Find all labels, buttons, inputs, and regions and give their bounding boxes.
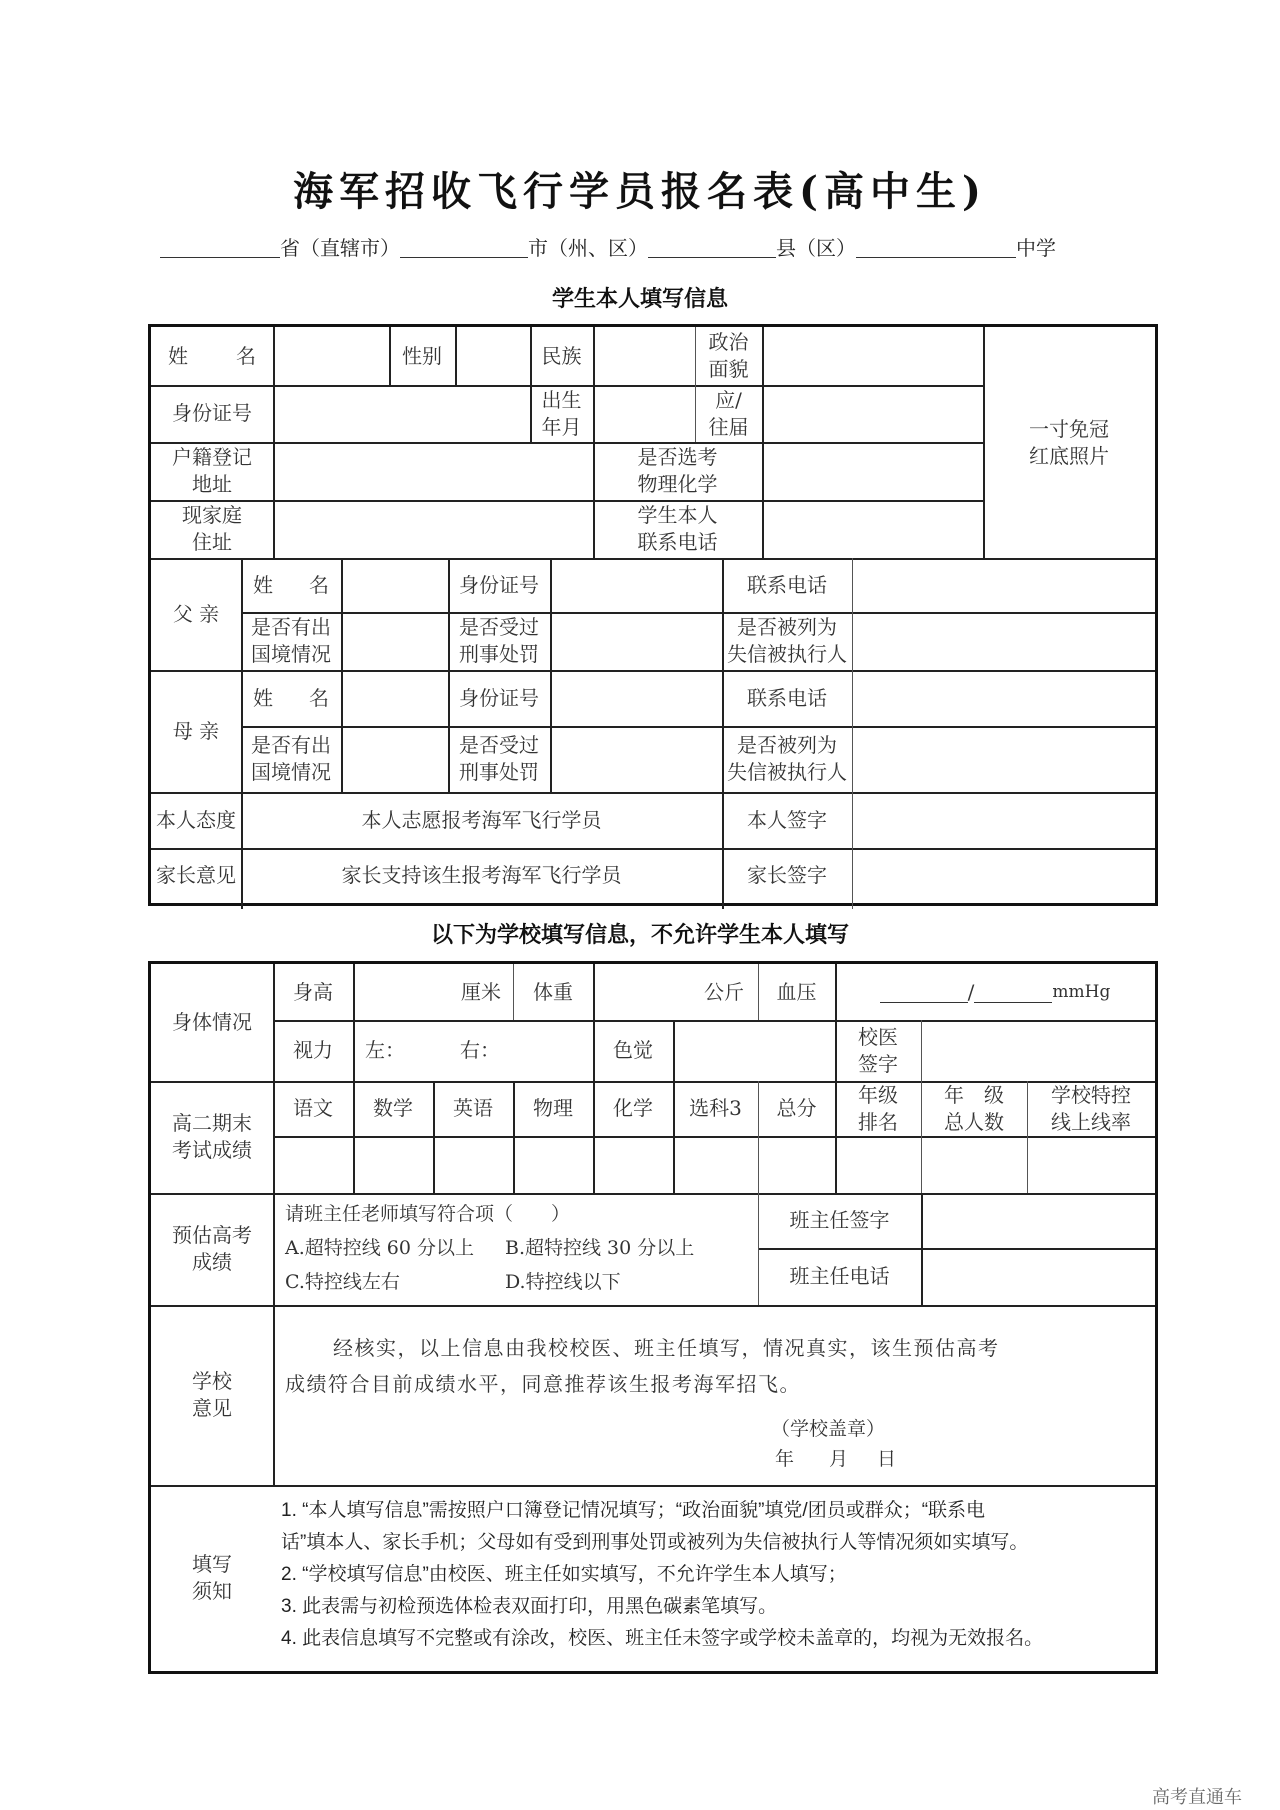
name-label: 姓 名 <box>168 343 256 368</box>
father-criminal-field[interactable] <box>550 612 722 670</box>
blood-pressure-field[interactable]: / mmHg <box>835 964 1155 1020</box>
ethnicity-field[interactable] <box>593 327 695 385</box>
home-address-field[interactable] <box>273 500 593 558</box>
subject-english: 英语 <box>453 1096 493 1120</box>
mother-abroad-field[interactable] <box>341 726 448 792</box>
mother-dishonest-field[interactable] <box>852 726 1155 792</box>
note-item: 4. 此表信息填写不完整或有涂改，校医、班主任未签字或学校未盖章的，均视为无效报名。 <box>281 1628 1044 1649</box>
county-label: 县（区） <box>776 236 856 260</box>
height-unit: 厘米 <box>461 979 501 1004</box>
mother-name-field[interactable] <box>341 670 448 726</box>
province-blank[interactable] <box>160 237 280 258</box>
father-phone-label: 联系电话 <box>747 572 827 597</box>
mother-phone-label: 联系电话 <box>747 685 827 710</box>
household-address-label: 户籍登记 地址 <box>172 445 252 496</box>
gender-field[interactable] <box>455 327 530 385</box>
physics-chemistry-label: 是否选考 物理化学 <box>637 445 718 496</box>
mother-name-label: 姓 名 <box>253 685 329 710</box>
self-signature-field[interactable] <box>852 792 1155 848</box>
subject-physics: 物理 <box>533 1096 573 1120</box>
political-status-label: 政治 面貌 <box>708 330 749 381</box>
estimate-options <box>285 1197 755 1303</box>
mother-criminal-label: 是否受过 刑事处罚 <box>459 733 539 784</box>
graduate-type-label: 应/ 往届 <box>708 387 749 439</box>
graduate-type-field[interactable] <box>762 385 983 442</box>
mother-abroad-label: 是否有出 国境情况 <box>251 733 331 784</box>
estimate-label: 预估高考 成绩 <box>172 1223 252 1274</box>
score-chemistry-field[interactable] <box>593 1136 673 1193</box>
notes-list <box>281 1495 1153 1655</box>
note-item: 话”填本人、家长手机；父母如有受到刑事处罚或被列为失信被执行人等情况须如实填写。 <box>281 1532 1029 1553</box>
parent-opinion-label: 家长意见 <box>156 863 236 887</box>
school-date[interactable] <box>775 1444 896 1471</box>
notes-label: 填写 须知 <box>192 1552 232 1603</box>
mother-criminal-field[interactable] <box>550 726 722 792</box>
region-line <box>160 232 1150 261</box>
height-label: 身高 <box>293 979 333 1004</box>
subject-total: 总分 <box>776 1096 817 1120</box>
option-b[interactable]: B.超特控线 30 分以上 <box>505 1237 695 1259</box>
note-item: 1. “本人填写信息”需按照户口簿登记情况填写；“政治面貌”填党/团员或群众；“联系电 <box>281 1500 986 1521</box>
score-english-field[interactable] <box>433 1136 513 1193</box>
birth-date-field[interactable] <box>593 385 695 442</box>
ethnicity-label: 民族 <box>541 343 582 368</box>
subject-chinese: 语文 <box>293 1096 333 1120</box>
father-name-label: 姓 名 <box>253 572 329 597</box>
score-elective3-field[interactable] <box>673 1136 758 1193</box>
score-total-field[interactable] <box>758 1136 835 1193</box>
estimate-prompt: 请班主任老师填写符合项（ ） <box>285 1203 571 1225</box>
grade-total-label: 年 级 总人数 <box>944 1082 1004 1134</box>
physical-condition-label: 身体情况 <box>172 1010 252 1034</box>
grade-rank-label: 年级 排名 <box>858 1082 898 1134</box>
teacher-signature-field[interactable] <box>921 1193 1155 1248</box>
mother-phone-field[interactable] <box>852 670 1155 726</box>
grade-total-field[interactable] <box>921 1136 1027 1193</box>
attitude-label: 本人态度 <box>156 807 236 832</box>
form-title: 海军招收飞行学员报名表(高中生) <box>293 168 987 215</box>
teacher-phone-field[interactable] <box>921 1248 1155 1305</box>
student-info-table <box>148 324 1158 906</box>
parent-opinion-text: 家长支持该生报考海军飞行学员 <box>341 863 622 887</box>
subject-elective3: 选科3 <box>689 1096 742 1120</box>
father-dishonest-field[interactable] <box>852 612 1155 670</box>
father-phone-field[interactable] <box>852 558 1155 612</box>
option-d[interactable]: D.特控线以下 <box>505 1271 621 1293</box>
color-vision-label: 色觉 <box>613 1038 653 1062</box>
father-name-field[interactable] <box>341 558 448 612</box>
father-criminal-label: 是否受过 刑事处罚 <box>459 615 539 666</box>
photo-placeholder[interactable]: 一寸免冠 红底照片 <box>1029 416 1109 468</box>
score-chinese-field[interactable] <box>273 1136 353 1193</box>
household-address-field[interactable] <box>273 442 593 500</box>
student-section-heading: 学生本人填写信息 <box>551 287 728 312</box>
attitude-text: 本人志愿报考海军飞行学员 <box>361 807 602 832</box>
watermark: 高考直通车 <box>1152 1787 1242 1808</box>
student-phone-label: 学生本人 联系电话 <box>637 503 718 554</box>
political-status-field[interactable] <box>762 327 983 385</box>
color-vision-field[interactable] <box>673 1020 835 1081</box>
weight-label: 体重 <box>533 979 573 1004</box>
date-month: 月 <box>829 1448 849 1470</box>
home-address-label: 现家庭 住址 <box>182 503 242 554</box>
name-field[interactable] <box>273 327 389 385</box>
weight-unit: 公斤 <box>704 979 744 1004</box>
note-item: 3. 此表需与初检预选体检表双面打印，用黑色碳素笔填写。 <box>281 1596 778 1617</box>
school-section-heading: 以下为学校填写信息，不允许学生本人填写 <box>430 923 849 948</box>
vision-left-label: 左： <box>365 1038 405 1062</box>
school-stamp-label: （学校盖章） <box>771 1418 886 1440</box>
student-phone-field[interactable] <box>762 500 983 558</box>
mother-dishonest-label: 是否被列为 失信被执行人 <box>727 733 847 784</box>
score-physics-field[interactable] <box>513 1136 593 1193</box>
id-number-field[interactable] <box>273 385 530 442</box>
school-opinion-text: 经核实，以上信息由我校校医、班主任填写，情况真实，该生预估高考 成绩符合目前成绩水平，同意推荐该生报考海军招飞。 <box>285 1336 1000 1396</box>
father-label: 父 亲 <box>172 601 220 626</box>
mother-label: 母 亲 <box>172 718 220 743</box>
grade-rank-field[interactable] <box>835 1136 921 1193</box>
doctor-signature-field[interactable] <box>921 1020 1155 1081</box>
physics-chemistry-field[interactable] <box>762 442 983 500</box>
birth-date-label: 出生 年月 <box>541 387 582 439</box>
id-number-label: 身份证号 <box>172 401 252 425</box>
vision-right-label: 右： <box>460 1038 500 1062</box>
line-rate-label: 学校特控 线上线率 <box>1051 1082 1131 1134</box>
date-day: 日 <box>877 1448 897 1470</box>
vision-label: 视力 <box>293 1038 333 1062</box>
score-math-field[interactable] <box>353 1136 433 1193</box>
date-year: 年 <box>775 1448 795 1470</box>
father-abroad-field[interactable] <box>341 612 448 670</box>
vision-field[interactable] <box>353 1020 593 1081</box>
parent-signature-field[interactable] <box>852 848 1155 903</box>
school-label: 中学 <box>1016 236 1056 260</box>
city-blank[interactable] <box>400 237 528 258</box>
parent-signature-label: 家长签字 <box>747 863 827 887</box>
father-dishonest-label: 是否被列为 失信被执行人 <box>727 615 847 666</box>
father-id-label: 身份证号 <box>459 572 539 597</box>
subject-chemistry: 化学 <box>613 1096 653 1120</box>
teacher-phone-label: 班主任电话 <box>789 1264 890 1288</box>
county-blank[interactable] <box>648 237 776 258</box>
weight-field[interactable] <box>593 964 758 1020</box>
province-label: 省（直辖市） <box>280 236 400 260</box>
scores-label: 高二期末 考试成绩 <box>172 1111 252 1162</box>
blood-pressure-unit: mmHg <box>1052 981 1111 1002</box>
line-rate-field[interactable] <box>1027 1136 1155 1193</box>
mother-id-field[interactable] <box>550 670 722 726</box>
subject-math: 数学 <box>373 1096 413 1120</box>
option-a[interactable]: A.超特控线 60 分以上 <box>285 1237 475 1259</box>
option-c[interactable]: C.特控线左右 <box>285 1271 400 1293</box>
gender-label: 性别 <box>402 343 442 368</box>
mother-id-label: 身份证号 <box>459 685 539 710</box>
father-abroad-label: 是否有出 国境情况 <box>251 615 331 666</box>
note-item: 2. “学校填写信息”由校医、班主任如实填写，不允许学生本人填写； <box>281 1564 847 1585</box>
teacher-signature-label: 班主任签字 <box>789 1208 890 1232</box>
school-blank[interactable] <box>856 237 1016 258</box>
blood-pressure-label: 血压 <box>776 979 817 1004</box>
city-label: 市（州、区） <box>528 236 648 260</box>
father-id-field[interactable] <box>550 558 722 612</box>
height-field[interactable] <box>353 964 513 1020</box>
self-signature-label: 本人签字 <box>747 807 827 832</box>
school-info-table <box>148 961 1158 1674</box>
school-opinion-label: 学校 意见 <box>192 1369 232 1420</box>
doctor-signature-label: 校医 签字 <box>858 1024 898 1076</box>
